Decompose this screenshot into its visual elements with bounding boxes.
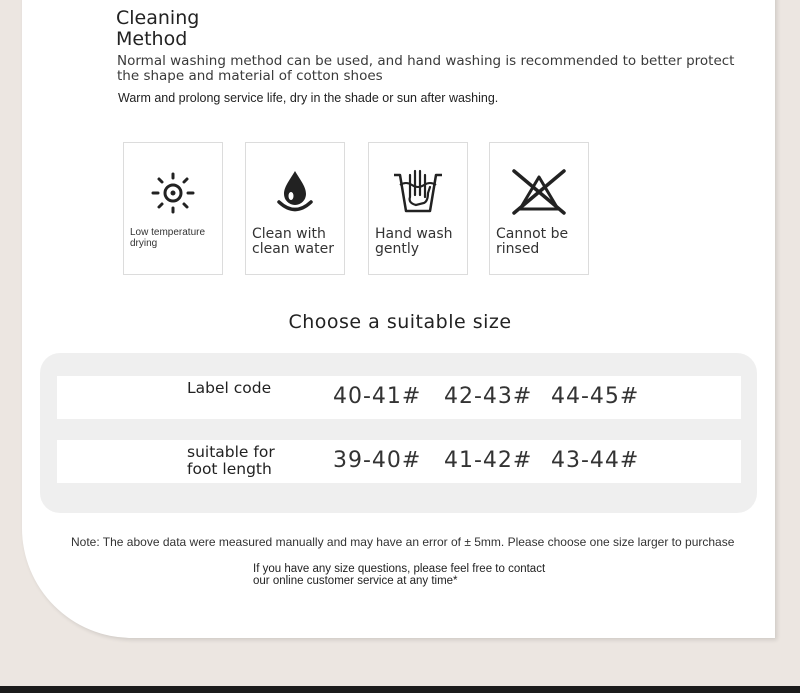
washing-instructions: Normal washing method can be used, and hand washing is recommended to better protect the shape and material of cotton shoes — [117, 53, 735, 84]
drying-instructions: Warm and prolong service life, dry in the shade or sun after washing. — [118, 91, 499, 105]
care-card-clean-water — [245, 142, 345, 275]
size-section-title: Choose a suitable size — [288, 311, 512, 333]
water-drop-icon — [246, 161, 344, 223]
table-cell: 39-40# — [333, 448, 422, 473]
care-label: Hand wash gently — [375, 226, 453, 257]
table-row-label-code — [57, 376, 741, 419]
size-table — [40, 353, 757, 513]
care-label: Low temperature drying — [130, 227, 206, 249]
care-card-cannot-rinse — [489, 142, 589, 275]
table-row-foot-length — [57, 440, 741, 483]
table-cell: 41-42# — [444, 448, 533, 473]
contact-note: If you have any size questions, please feel free to contact our online customer service at any time* — [253, 563, 546, 587]
sun-icon — [124, 161, 222, 223]
cleaning-method-heading: Cleaning Method — [116, 7, 200, 50]
table-cell: 44-45# — [551, 384, 640, 409]
table-cell: 42-43# — [444, 384, 533, 409]
bottom-strip — [0, 686, 800, 693]
no-rinse-icon — [490, 161, 588, 223]
measurement-note: Note: The above data were measured manually and may have an error of ± 5mm. Please choose one size larger to purchase — [71, 535, 735, 549]
row-label: suitable for foot length — [187, 443, 275, 478]
table-cell: 43-44# — [551, 448, 640, 473]
care-label: Cannot be rinsed — [496, 226, 569, 257]
table-cell: 40-41# — [333, 384, 422, 409]
care-card-hand-wash — [368, 142, 468, 275]
row-label: Label code — [187, 379, 272, 397]
care-card-low-temperature-drying — [123, 142, 223, 275]
hand-wash-icon — [369, 161, 467, 223]
care-label: Clean with clean water — [252, 226, 334, 257]
